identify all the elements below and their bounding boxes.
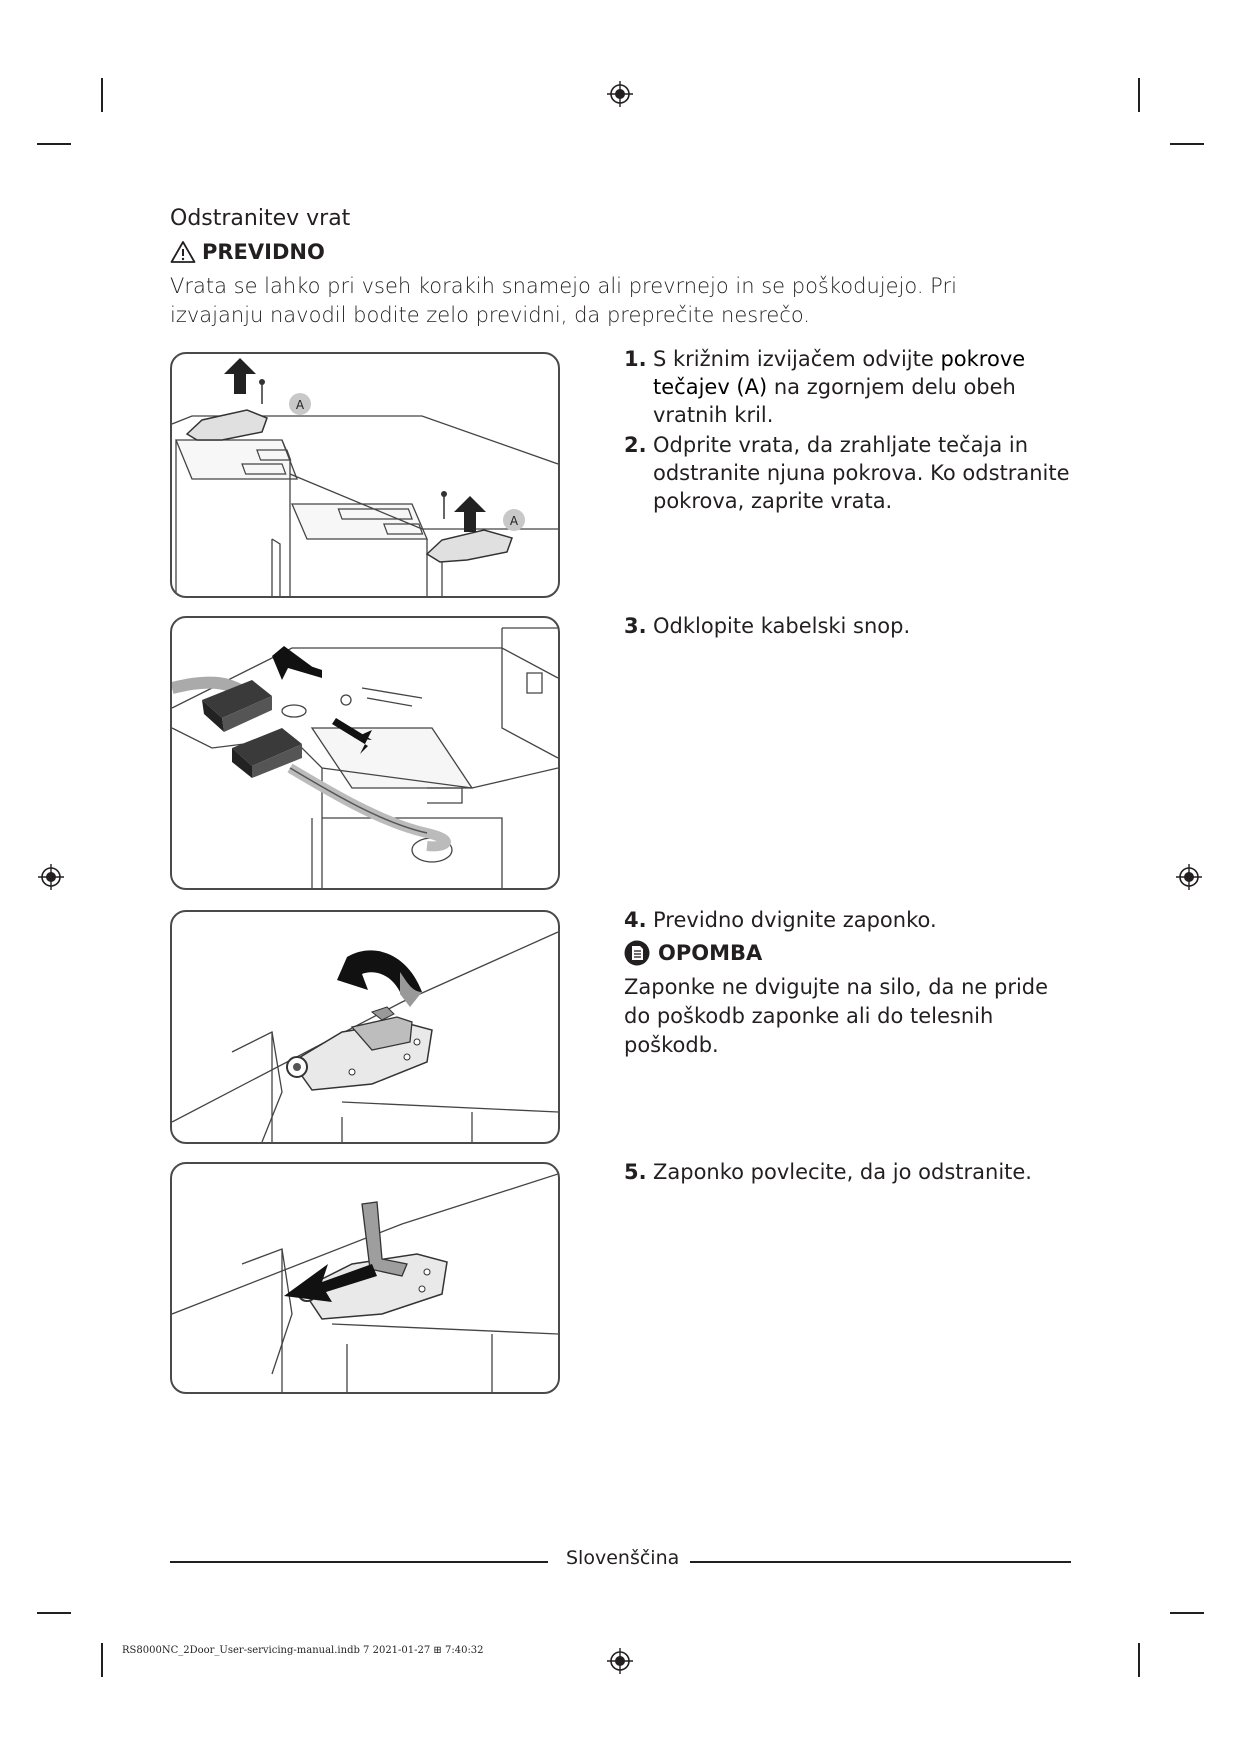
- registration-mark-icon: [1176, 864, 1202, 890]
- print-imprint: RS8000NC_2Door_User-servicing-manual.indb 7 2021-01-27 ⊞ 7:40:32: [122, 1645, 484, 1656]
- registration-mark-icon: [607, 1648, 633, 1674]
- crop-mark: [101, 1643, 103, 1677]
- step-item: [624, 612, 1074, 642]
- caution-heading: [170, 240, 325, 264]
- step-list: [624, 345, 1074, 517]
- step-number: 5.: [624, 1160, 647, 1184]
- step-item: [624, 1158, 1074, 1188]
- section-title: Odstranitev vrat: [170, 206, 351, 231]
- step-text: Odklopite kabelski snop.: [653, 614, 911, 638]
- figure-pull-clip: [170, 1162, 560, 1394]
- note-heading: [624, 940, 762, 966]
- callout-a-label: A: [509, 514, 519, 528]
- caution-label: PREVIDNO: [202, 240, 325, 264]
- step-number: 4.: [624, 908, 647, 932]
- footer-rule: [170, 1561, 548, 1563]
- figure-cable-harness: [170, 616, 560, 890]
- note-document-icon: [624, 940, 650, 966]
- step-number: 2.: [624, 433, 647, 457]
- crop-mark: [1170, 143, 1204, 145]
- step-item: [624, 906, 1074, 936]
- crop-mark: [1138, 1643, 1140, 1677]
- footer-rule: [690, 1561, 1071, 1563]
- callout-a-label: A: [295, 398, 305, 412]
- step-number: 3.: [624, 614, 647, 638]
- crop-mark: [37, 1612, 71, 1614]
- step-text: Previdno dvignite zaponko.: [653, 908, 937, 932]
- crop-mark: [37, 143, 71, 145]
- hinge-clip: [298, 1202, 447, 1319]
- figure-hinge-covers: [170, 352, 560, 598]
- caution-text: Vrata se lahko pri vseh korakih snamejo ali prevrnejo in se poškodujejo. Pri izvajanju navodil bodite zelo previdni, da preprečite nesrečo.: [170, 274, 957, 327]
- note-label: OPOMBA: [658, 941, 763, 965]
- crop-mark: [1138, 78, 1140, 112]
- crop-mark: [101, 78, 103, 112]
- figure-lift-clip: [170, 910, 560, 1144]
- warning-triangle-icon: [170, 240, 196, 264]
- note-text: Zaponke ne dvigujte na silo, da ne pride do poškodb zaponke ali do telesnih poškodb.: [624, 975, 1049, 1057]
- step-item: [624, 431, 1074, 515]
- step-text: S križnim izvijačem odvijte: [653, 347, 941, 371]
- step-item: [624, 345, 1074, 429]
- step-text: Zaponko povlecite, da jo odstranite.: [653, 1160, 1032, 1184]
- hinge-clip: [287, 1007, 432, 1090]
- crop-mark: [1170, 1612, 1204, 1614]
- registration-mark-icon: [607, 81, 633, 107]
- step-number: 1.: [624, 347, 647, 371]
- step-text: Odprite vrata, da zrahljate tečaja in odstranite njuna pokrova. Ko odstranite pokrova, zaprite vrata.: [653, 433, 1070, 513]
- registration-mark-icon: [38, 864, 64, 890]
- footer-language: Slovenščina: [566, 1547, 680, 1569]
- step-highlight: pokrove tečajev (A): [653, 347, 1026, 399]
- step-text: na zgornjem delu obeh vratnih kril.: [653, 375, 1016, 427]
